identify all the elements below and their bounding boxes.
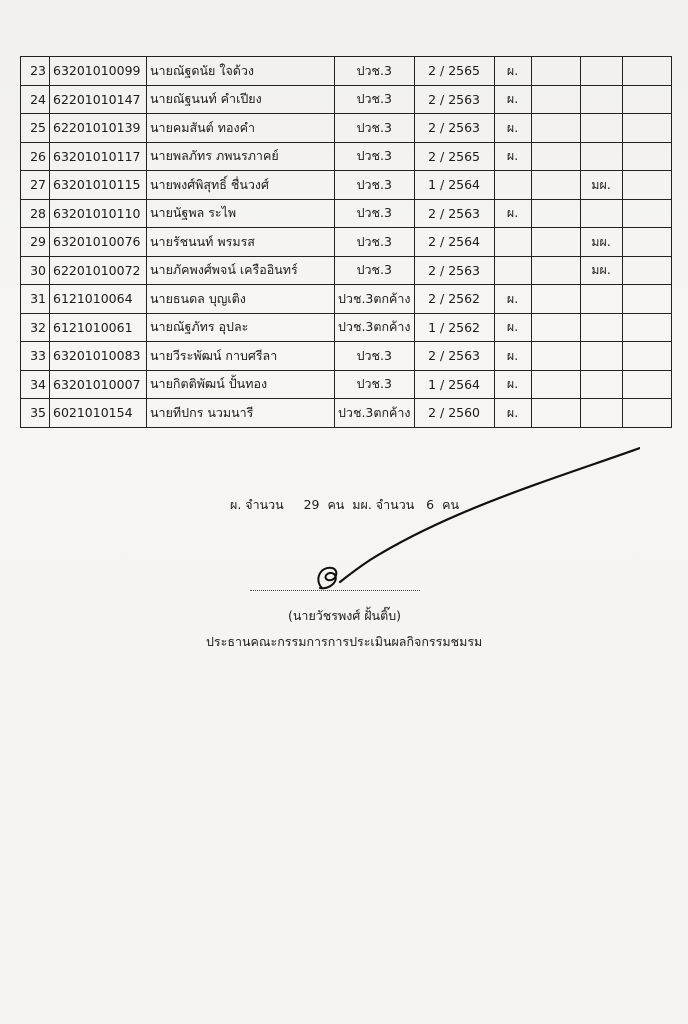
pass-mark: ผ. (494, 199, 531, 228)
fail-mark (580, 285, 622, 314)
pass-mark (494, 228, 531, 257)
class-level: ปวช.3 (335, 57, 415, 86)
class-level: ปวช.3ตกค้าง (335, 399, 415, 428)
class-level: ปวช.3 (335, 342, 415, 371)
student-id: 63201010076 (50, 228, 147, 257)
table-row (21, 199, 672, 228)
blank-cell (531, 228, 580, 257)
blank-cell (531, 256, 580, 285)
blank-cell (622, 256, 671, 285)
pass-mark: ผ. (494, 85, 531, 114)
student-id: 62201010147 (50, 85, 147, 114)
fail-mark (580, 342, 622, 371)
pass-mark: ผ. (494, 114, 531, 143)
student-name: นายนัฐพล ระไพ (147, 199, 335, 228)
blank-cell (622, 114, 671, 143)
blank-cell (622, 342, 671, 371)
student-name: นายพลภัทร ภพนรภาคย์ (147, 142, 335, 171)
pass-mark: ผ. (494, 285, 531, 314)
student-id: 6021010154 (50, 399, 147, 428)
row-number: 26 (21, 142, 50, 171)
student-name: นายณัฐนนท์ คำเปียง (147, 85, 335, 114)
table-row (21, 370, 672, 399)
semester-year: 2 / 2562 (414, 285, 494, 314)
blank-cell (531, 57, 580, 86)
fail-mark (580, 313, 622, 342)
blank-cell (531, 114, 580, 143)
pass-mark: ผ. (494, 313, 531, 342)
pass-mark: ผ. (494, 370, 531, 399)
pass-mark: ผ. (494, 57, 531, 86)
row-number: 35 (21, 399, 50, 428)
table-row (21, 342, 672, 371)
blank-cell (622, 199, 671, 228)
fail-mark (580, 142, 622, 171)
fail-mark: มผ. (580, 171, 622, 200)
blank-cell (531, 313, 580, 342)
class-level: ปวช.3 (335, 256, 415, 285)
fail-mark: มผ. (580, 228, 622, 257)
fail-mark (580, 370, 622, 399)
signer-name: (นายวัชรพงศ์ ฝั้นติ๊บ) (288, 608, 402, 623)
row-number: 23 (21, 57, 50, 86)
class-level: ปวช.3 (335, 370, 415, 399)
row-number: 25 (21, 114, 50, 143)
class-level: ปวช.3ตกค้าง (335, 313, 415, 342)
student-id: 63201010115 (50, 171, 147, 200)
blank-cell (531, 199, 580, 228)
semester-year: 2 / 2563 (414, 114, 494, 143)
student-id: 62201010072 (50, 256, 147, 285)
semester-year: 1 / 2564 (414, 370, 494, 399)
student-id: 63201010083 (50, 342, 147, 371)
blank-cell (531, 342, 580, 371)
semester-year: 1 / 2562 (414, 313, 494, 342)
row-number: 33 (21, 342, 50, 371)
student-id: 63201010110 (50, 199, 147, 228)
pass-mark: ผ. (494, 142, 531, 171)
table-row (21, 285, 672, 314)
semester-year: 2 / 2565 (414, 57, 494, 86)
result-summary: ผ. จำนวน 29 คน มผ. จำนวน 6 คน (230, 497, 459, 512)
pass-mark (494, 171, 531, 200)
row-number: 28 (21, 199, 50, 228)
blank-cell (531, 171, 580, 200)
student-id: 62201010139 (50, 114, 147, 143)
blank-cell (622, 228, 671, 257)
student-name: นายพงศ์พิสุทธิ์ ชื่นวงศ์ (147, 171, 335, 200)
blank-cell (531, 370, 580, 399)
semester-year: 2 / 2563 (414, 85, 494, 114)
blank-cell (531, 285, 580, 314)
table-row (21, 313, 672, 342)
blank-cell (622, 57, 671, 86)
class-level: ปวช.3 (335, 85, 415, 114)
table-row (21, 399, 672, 428)
row-number: 34 (21, 370, 50, 399)
semester-year: 2 / 2560 (414, 399, 494, 428)
student-name: นายวีระพัฒน์ กาบศรีลา (147, 342, 335, 371)
table-row (21, 171, 672, 200)
student-result-table (20, 56, 672, 428)
student-name: นายณัฐดนัย ใจด้วง (147, 57, 335, 86)
class-level: ปวช.3 (335, 142, 415, 171)
blank-cell (622, 85, 671, 114)
semester-year: 2 / 2565 (414, 142, 494, 171)
fail-mark (580, 114, 622, 143)
fail-mark (580, 57, 622, 86)
row-number: 32 (21, 313, 50, 342)
student-name: นายธนดล บุญเติง (147, 285, 335, 314)
semester-year: 1 / 2564 (414, 171, 494, 200)
student-id: 6121010064 (50, 285, 147, 314)
pass-mark: ผ. (494, 342, 531, 371)
semester-year: 2 / 2563 (414, 199, 494, 228)
blank-cell (531, 85, 580, 114)
student-name: นายกิตติพัฒน์ ปั้นทอง (147, 370, 335, 399)
table-row (21, 85, 672, 114)
student-id: 63201010007 (50, 370, 147, 399)
signature-mark (300, 440, 640, 590)
semester-year: 2 / 2563 (414, 342, 494, 371)
class-level: ปวช.3 (335, 228, 415, 257)
student-name: นายทีปกร นวมนารี (147, 399, 335, 428)
table-row (21, 114, 672, 143)
student-name: นายณัฐภัทร อุปละ (147, 313, 335, 342)
blank-cell (531, 142, 580, 171)
blank-cell (622, 171, 671, 200)
table-body (21, 57, 672, 428)
table-row (21, 228, 672, 257)
pass-mark: ผ. (494, 399, 531, 428)
signature-line (250, 590, 420, 591)
student-name: นายภัคพงศ์พจน์ เครืออินทร์ (147, 256, 335, 285)
student-name: นายคมสันต์ ทองคำ (147, 114, 335, 143)
table-row (21, 256, 672, 285)
semester-year: 2 / 2563 (414, 256, 494, 285)
student-name: นายรัชนนท์ พรมรส (147, 228, 335, 257)
fail-mark: มผ. (580, 256, 622, 285)
semester-year: 2 / 2564 (414, 228, 494, 257)
fail-mark (580, 199, 622, 228)
signer-title: ประธานคณะกรรมการการประเมินผลกิจกรรมชมรม (206, 634, 483, 649)
blank-cell (622, 285, 671, 314)
blank-cell (622, 399, 671, 428)
student-id: 63201010117 (50, 142, 147, 171)
row-number: 30 (21, 256, 50, 285)
fail-mark (580, 85, 622, 114)
fail-mark (580, 399, 622, 428)
blank-cell (531, 399, 580, 428)
table-row (21, 57, 672, 86)
row-number: 27 (21, 171, 50, 200)
student-id: 63201010099 (50, 57, 147, 86)
student-id: 6121010061 (50, 313, 147, 342)
blank-cell (622, 142, 671, 171)
row-number: 24 (21, 85, 50, 114)
class-level: ปวช.3 (335, 171, 415, 200)
class-level: ปวช.3 (335, 199, 415, 228)
blank-cell (622, 313, 671, 342)
row-number: 29 (21, 228, 50, 257)
blank-cell (622, 370, 671, 399)
table-row (21, 142, 672, 171)
class-level: ปวช.3ตกค้าง (335, 285, 415, 314)
pass-mark (494, 256, 531, 285)
row-number: 31 (21, 285, 50, 314)
class-level: ปวช.3 (335, 114, 415, 143)
